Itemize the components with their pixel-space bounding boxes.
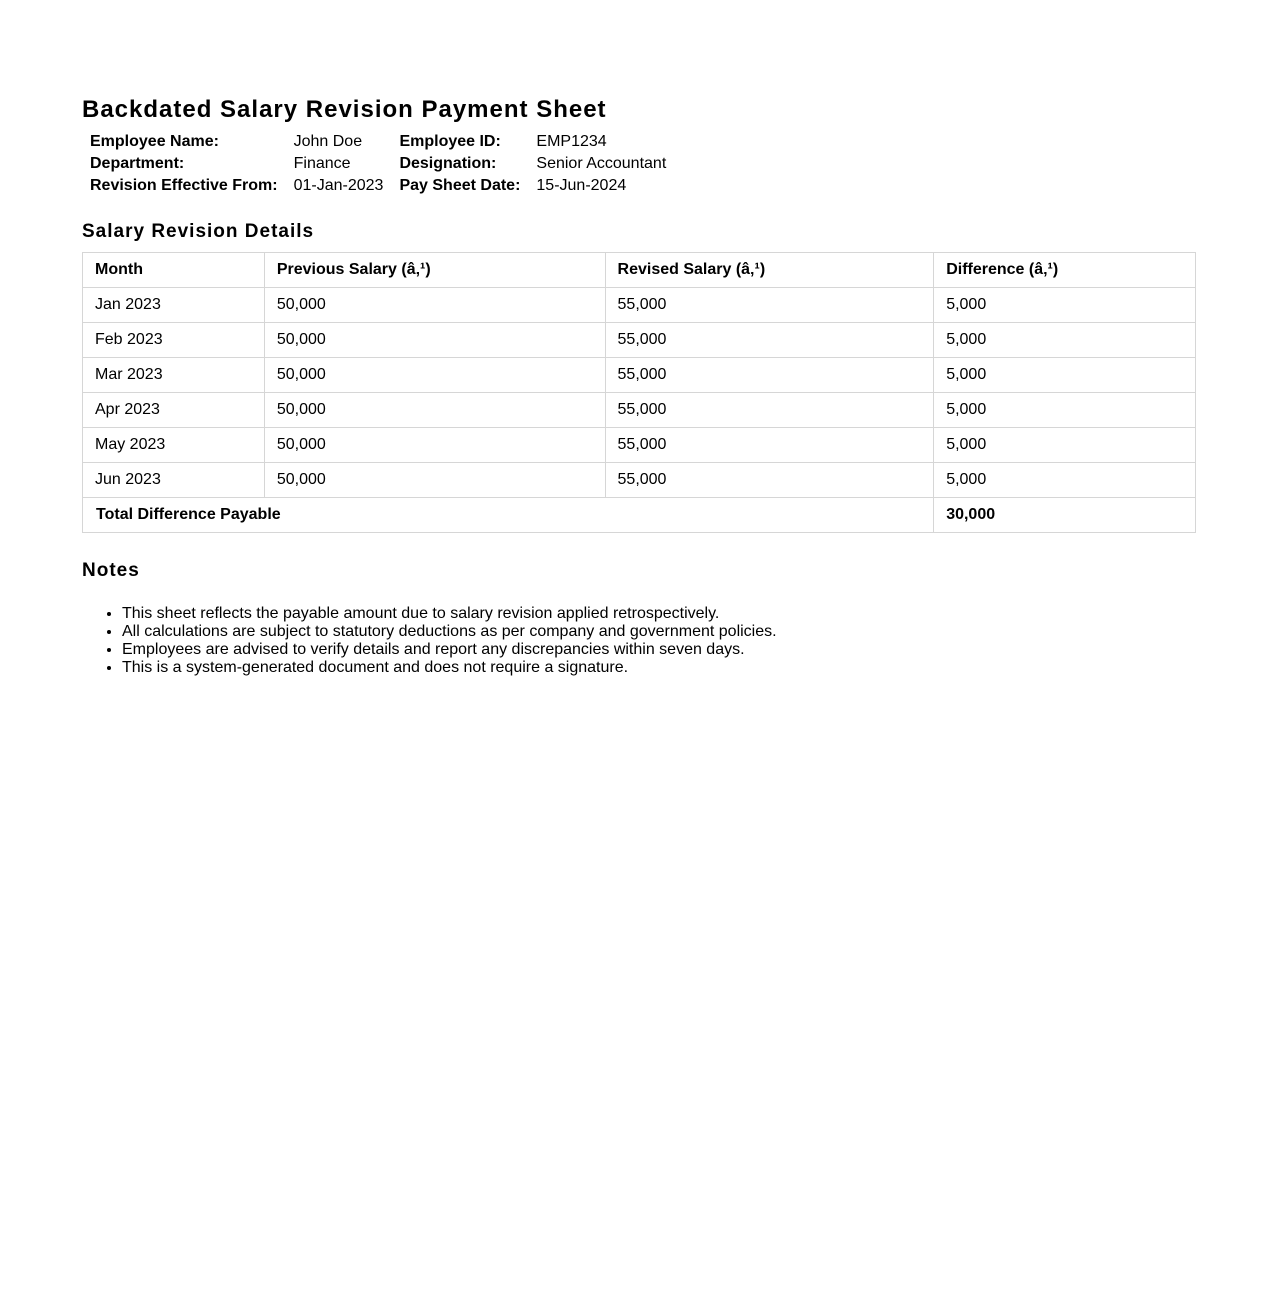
column-header-difference: Difference (â‚¹)	[934, 253, 1196, 288]
pay-sheet-date-value: 15-Jun-2024	[536, 177, 627, 194]
table-row	[83, 288, 1196, 323]
previous-salary-cell: 50,000	[264, 393, 605, 428]
department-label: Department:	[90, 155, 185, 172]
column-header-month: Month	[83, 253, 265, 288]
revised-salary-cell: 55,000	[605, 463, 934, 498]
list-item: • This sheet reflects the payable amount due to salary revision applied retrospectively.	[122, 605, 777, 623]
employee-name-label: Employee Name:	[90, 133, 219, 150]
document-title: Backdated Salary Revision Payment Sheet	[82, 96, 607, 123]
revised-salary-cell: 55,000	[605, 428, 934, 463]
month-cell: Feb 2023	[83, 323, 265, 358]
info-row	[88, 131, 680, 153]
table-header-row	[83, 253, 1196, 288]
employee-info-table	[88, 131, 680, 197]
employee-id-label: Employee ID:	[399, 133, 501, 150]
designation-value: Senior Accountant	[536, 155, 667, 172]
month-cell: Apr 2023	[83, 393, 265, 428]
designation-label: Designation:	[399, 155, 497, 172]
list-item: • Employees are advised to verify details and report any discrepancies within seven days.	[122, 641, 777, 659]
column-header-previous-salary: Previous Salary (â‚¹)	[264, 253, 605, 288]
month-cell: Jun 2023	[83, 463, 265, 498]
month-cell: Jan 2023	[83, 288, 265, 323]
revision-effective-value: 01-Jan-2023	[293, 177, 384, 194]
table-row	[83, 428, 1196, 463]
info-row	[88, 153, 680, 175]
previous-salary-cell: 50,000	[264, 323, 605, 358]
revised-salary-cell: 55,000	[605, 288, 934, 323]
difference-cell: 5,000	[934, 428, 1196, 463]
month-cell: May 2023	[83, 428, 265, 463]
total-row	[83, 498, 1196, 533]
employee-name-value: John Doe	[293, 133, 363, 150]
previous-salary-cell: 50,000	[264, 428, 605, 463]
difference-cell: 5,000	[934, 323, 1196, 358]
revised-salary-cell: 55,000	[605, 323, 934, 358]
revision-effective-label: Revision Effective From:	[90, 177, 278, 194]
pay-sheet-date-label: Pay Sheet Date:	[399, 177, 521, 194]
payment-sheet-document	[82, 95, 1196, 676]
difference-cell: 5,000	[934, 393, 1196, 428]
table-row	[83, 393, 1196, 428]
month-cell: Mar 2023	[83, 358, 265, 393]
table-row	[83, 358, 1196, 393]
employee-id-value: EMP1234	[536, 133, 607, 150]
previous-salary-cell: 50,000	[264, 358, 605, 393]
list-item: • This is a system-generated document and does not require a signature.	[122, 659, 777, 677]
difference-cell: 5,000	[934, 288, 1196, 323]
list-item: • All calculations are subject to statutory deductions as per company and government policies.	[122, 623, 777, 641]
previous-salary-cell: 50,000	[264, 463, 605, 498]
total-difference-value: 30,000	[934, 498, 1196, 533]
difference-cell: 5,000	[934, 463, 1196, 498]
salary-section-heading: Salary Revision Details	[82, 221, 315, 242]
previous-salary-cell: 50,000	[264, 288, 605, 323]
revised-salary-cell: 55,000	[605, 358, 934, 393]
table-row	[83, 323, 1196, 358]
salary-revision-table	[82, 252, 1196, 533]
department-value: Finance	[293, 155, 351, 172]
notes-list	[82, 605, 777, 677]
total-difference-label: Total Difference Payable	[83, 498, 934, 533]
table-row	[83, 463, 1196, 498]
info-row	[88, 175, 680, 197]
notes-section-heading: Notes	[82, 560, 140, 581]
revised-salary-cell: 55,000	[605, 393, 934, 428]
difference-cell: 5,000	[934, 358, 1196, 393]
column-header-revised-salary: Revised Salary (â‚¹)	[605, 253, 934, 288]
